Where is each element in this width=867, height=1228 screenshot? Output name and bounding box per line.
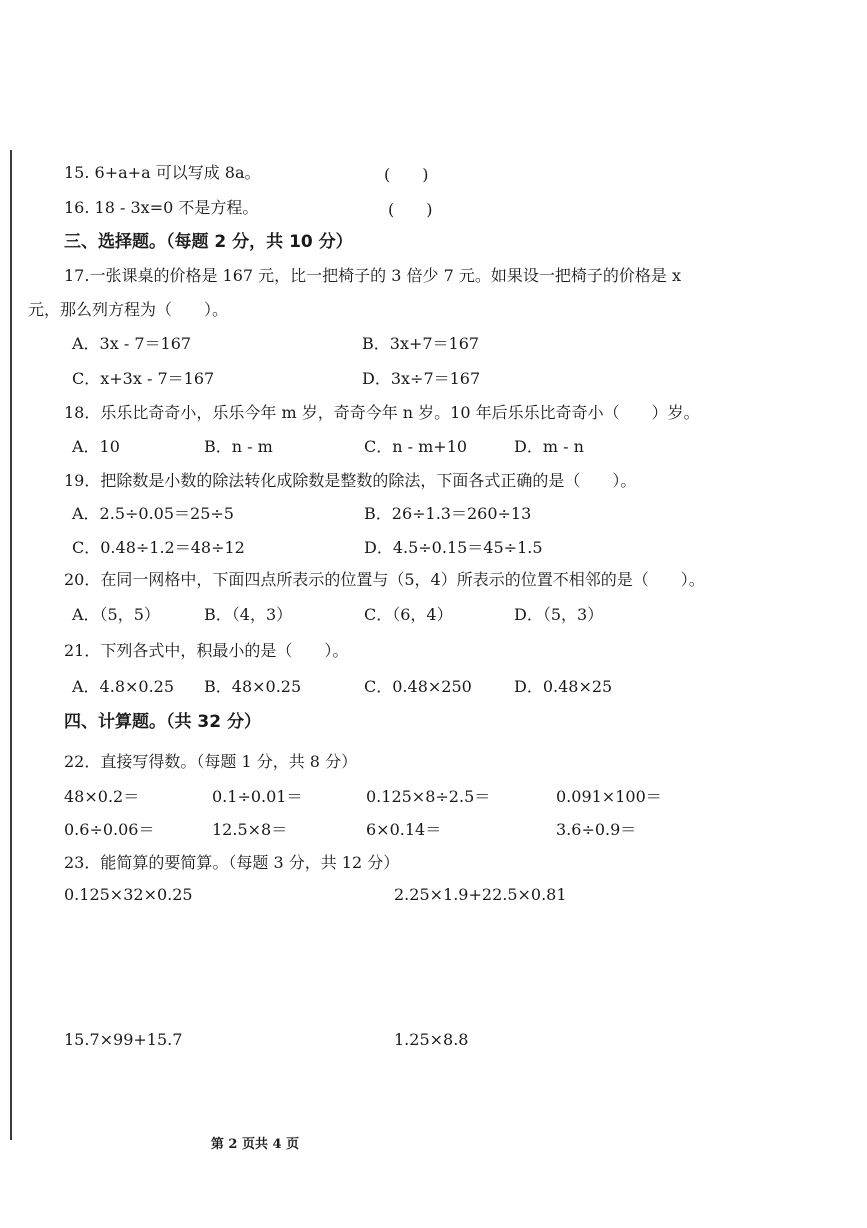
question-23-item: 15.7×99+15.7 [64, 1030, 183, 1049]
page-number-footer: 第 2 页共 4 页 [210, 1137, 300, 1152]
question-20-line-1: 20．在同一网格中，下面四点所表示的位置与（5，4）所表示的位置不相邻的是（ ）。 [64, 570, 705, 589]
question-20-option-a[interactable]: A．（5，5） [72, 605, 160, 624]
question-17-line-1: 17.一张课桌的价格是 167 元，比一把椅子的 3 倍少 7 元。如果设一把椅子的价格是 x [64, 266, 681, 285]
question-16-answer-blank[interactable]: ( ) [388, 200, 433, 219]
question-22-line-1: 22．直接写得数。（每题 1 分，共 8 分） [64, 752, 358, 771]
question-15 [64, 162, 261, 184]
question-23-line-1: 23．能简算的要简算。（每题 3 分，共 12 分） [64, 853, 400, 872]
question-16-number: 16. [64, 198, 90, 217]
question-17-line-2: 元，那么列方程为（ ）。 [28, 300, 229, 319]
question-17-option-d[interactable]: D．3x÷7＝167 [362, 369, 481, 388]
question-19-option-c[interactable]: C．0.48÷1.2＝48÷12 [72, 538, 245, 557]
question-20-option-c[interactable]: C．（6，4） [364, 605, 453, 624]
question-20-option-d[interactable]: D．（5，3） [514, 605, 604, 624]
section-3-heading: 三、选择题。（每题 2 分，共 10 分） [64, 232, 353, 252]
question-15-text: 6+a+a 可以写成 8a。 [94, 163, 261, 182]
question-22-item: 48×0.2＝ [64, 787, 140, 806]
question-18-option-c[interactable]: C．n - m+10 [364, 437, 468, 456]
question-16-text: 18 - 3x=0 不是方程。 [94, 198, 259, 217]
question-19-option-b[interactable]: B．26÷1.3＝260÷13 [364, 504, 532, 523]
question-21-option-b[interactable]: B．48×0.25 [204, 677, 302, 696]
question-22-item: 0.6÷0.06＝ [64, 820, 155, 839]
question-19-option-d[interactable]: D．4.5÷0.15＝45÷1.5 [364, 538, 543, 557]
question-22-item: 0.125×8÷2.5＝ [366, 787, 491, 806]
question-23-item: 0.125×32×0.25 [64, 885, 193, 904]
question-18-line-1: 18．乐乐比奇奇小，乐乐今年 m 岁，奇奇今年 n 岁。10 年后乐乐比奇奇小（ ）岁。 [64, 403, 700, 422]
question-20-option-b[interactable]: B．（4，3） [204, 605, 293, 624]
question-21-option-a[interactable]: A．4.8×0.25 [72, 677, 175, 696]
section-4-heading: 四、计算题。（共 32 分） [64, 712, 261, 732]
question-17-option-b[interactable]: B．3x+7＝167 [362, 334, 480, 353]
question-22-item: 3.6÷0.9＝ [556, 820, 637, 839]
question-17-option-c[interactable]: C．x+3x - 7＝167 [72, 369, 215, 388]
question-19-line-1: 19．把除数是小数的除法转化成除数是整数的除法，下面各式正确的是（ ）。 [64, 471, 637, 490]
question-18-option-d[interactable]: D．m - n [514, 437, 584, 456]
question-22-item: 0.091×100＝ [556, 787, 662, 806]
question-23-item: 1.25×8.8 [394, 1030, 469, 1049]
question-15-answer-blank[interactable]: ( ) [384, 165, 429, 184]
question-22-item: 0.1÷0.01＝ [212, 787, 303, 806]
question-17-option-a[interactable]: A．3x - 7＝167 [72, 334, 192, 353]
question-15-number: 15. [64, 163, 90, 182]
question-21-line-1: 21．下列各式中，积最小的是（ ）。 [64, 641, 349, 660]
question-22-item: 12.5×8＝ [212, 820, 288, 839]
binding-line [10, 150, 12, 1140]
question-18-option-a[interactable]: A．10 [72, 437, 120, 456]
question-18-option-b[interactable]: B．n - m [204, 437, 273, 456]
question-19-option-a[interactable]: A．2.5÷0.05＝25÷5 [72, 504, 234, 523]
question-23-item: 2.25×1.9+22.5×0.81 [394, 885, 567, 904]
question-16 [64, 197, 258, 219]
question-22-item: 6×0.14＝ [366, 820, 442, 839]
question-21-option-c[interactable]: C．0.48×250 [364, 677, 472, 696]
question-21-option-d[interactable]: D．0.48×25 [514, 677, 613, 696]
